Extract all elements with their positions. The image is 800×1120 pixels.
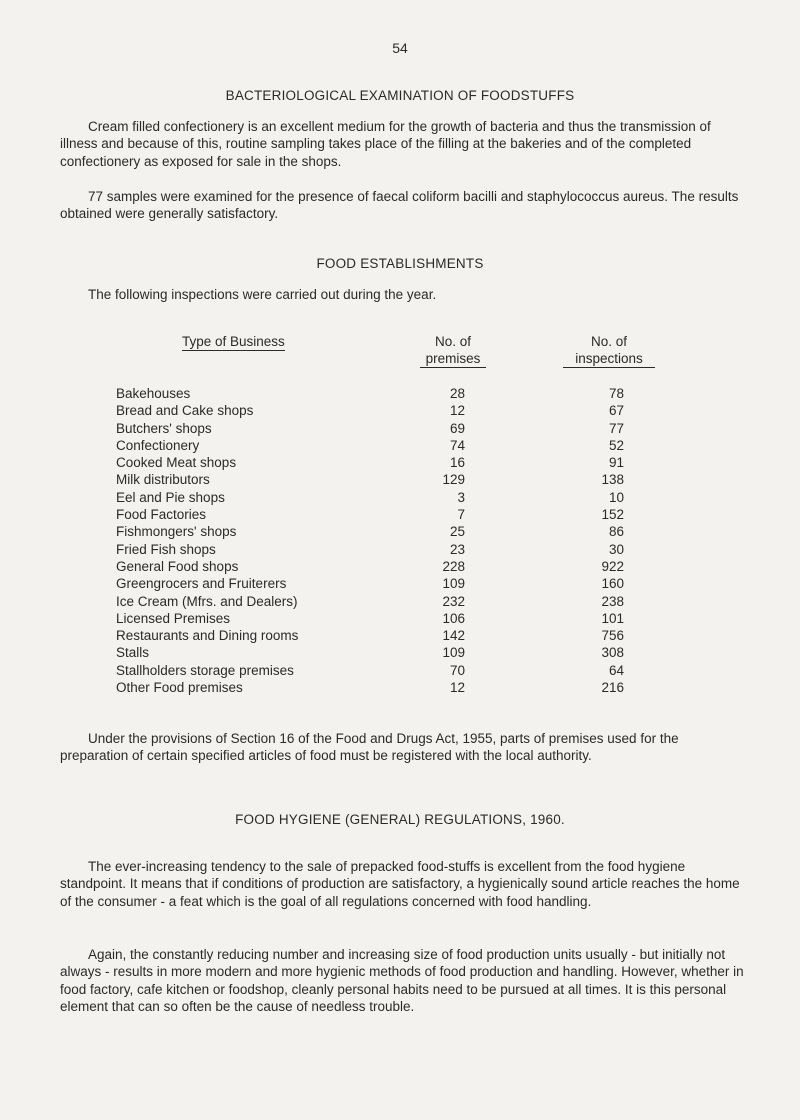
column-header-inspections-line1: No. of	[590, 334, 628, 349]
table-row	[0, 611, 800, 628]
page-number: 54	[392, 40, 408, 56]
table-row	[0, 559, 800, 576]
table-row	[0, 472, 800, 489]
cell-inspections: 64	[608, 662, 624, 678]
column-header-inspections-line2: inspections	[563, 350, 655, 368]
table-row	[0, 576, 800, 593]
cell-premises: 12	[449, 680, 465, 696]
food-hygiene-paragraph-2: Again, the constantly reducing number and increasing size of food production units usually - but initially not always - results in more modern and more hygienic methods of food production and handling. However, whether in food factory, cafe kitchen or foodshop, cleanly personal habits need to be pursued at all times. It is this personal element that can so often be the cause of needless trouble.	[60, 946, 744, 1014]
cell-premises: 28	[449, 386, 465, 401]
food-establishments-intro: The following inspections were carried out during the year.	[88, 286, 437, 302]
cell-inspections: 78	[608, 386, 624, 401]
cell-inspections: 160	[601, 576, 624, 592]
registration-footnote: Under the provisions of Section 16 of the Food and Drugs Act, 1955, parts of premises used for the preparation of certain specified articles of food must be registered with the local authority.	[60, 730, 679, 763]
column-header-type-label: Type of Business	[182, 334, 285, 349]
bacteriological-paragraph-1: Cream filled confectionery is an excellent medium for the growth of bacteria and thus the transmission of illness and because of this, routine sampling takes place of the filling at the bakeries and of the completed confectionery as exposed for sale in the shops.	[60, 118, 711, 169]
column-header-inspections	[563, 333, 655, 368]
cell-inspections: 922	[601, 558, 624, 574]
cell-premises: 106	[442, 610, 465, 626]
cell-premises: 69	[449, 420, 465, 436]
cell-premises: 16	[449, 455, 465, 471]
food-establishments-heading: FOOD ESTABLISHMENTS	[316, 256, 484, 271]
cell-inspections: 101	[601, 610, 624, 626]
table-row	[0, 455, 800, 472]
cell-premises: 7	[457, 507, 465, 523]
table-row	[0, 628, 800, 645]
column-header-premises-line2: premises	[420, 350, 486, 368]
cell-premises: 25	[449, 524, 465, 540]
cell-type: Stalls	[116, 645, 150, 661]
food-hygiene-paragraph-1: The ever-increasing tendency to the sale of prepacked food-stuffs is excellent from the food hygiene standpoint. It means that if conditions of production are satisfactory, a hygienically sound article reaches the home of the consumer - a feat which is the goal of all regulations concerned with food handling.	[60, 858, 740, 909]
cell-premises: 232	[442, 593, 465, 609]
cell-inspections: 52	[608, 437, 624, 453]
cell-type: Greengrocers and Fruiterers	[116, 576, 287, 592]
table-row	[0, 645, 800, 662]
cell-inspections: 10	[608, 489, 624, 505]
cell-type: Ice Cream (Mfrs. and Dealers)	[116, 593, 298, 609]
table-row	[0, 542, 800, 559]
cell-premises: 109	[442, 576, 465, 592]
cell-type: General Food shops	[116, 558, 239, 574]
cell-inspections: 30	[608, 541, 624, 557]
column-header-premises-line1: No. of	[434, 334, 472, 349]
cell-type: Confectionery	[116, 437, 200, 453]
table-row	[0, 524, 800, 541]
cell-type: Butchers' shops	[116, 420, 212, 436]
cell-type: Bakehouses	[116, 386, 191, 401]
table-row	[0, 421, 800, 438]
cell-type: Restaurants and Dining rooms	[116, 628, 299, 644]
cell-inspections: 216	[601, 680, 624, 696]
cell-type: Fishmongers' shops	[116, 524, 237, 540]
column-header-type	[182, 333, 285, 351]
bacteriological-heading: BACTERIOLOGICAL EXAMINATION OF FOODSTUFFS	[225, 88, 575, 103]
cell-type: Milk distributors	[116, 472, 210, 488]
cell-inspections: 756	[601, 628, 624, 644]
cell-premises: 23	[449, 541, 465, 557]
cell-type: Licensed Premises	[116, 610, 231, 626]
table-row	[0, 680, 800, 697]
cell-type: Food Factories	[116, 507, 207, 523]
table-row	[0, 490, 800, 507]
table-row	[0, 507, 800, 524]
column-header-premises	[420, 333, 486, 368]
cell-inspections: 152	[601, 507, 624, 523]
establishments-table	[0, 386, 800, 697]
cell-inspections: 308	[601, 645, 624, 661]
cell-type: Other Food premises	[116, 680, 243, 696]
cell-type: Fried Fish shops	[116, 541, 216, 557]
cell-premises: 129	[442, 472, 465, 488]
food-hygiene-heading: FOOD HYGIENE (GENERAL) REGULATIONS, 1960.	[235, 812, 565, 827]
cell-inspections: 138	[601, 472, 624, 488]
cell-premises: 70	[449, 662, 465, 678]
table-row	[0, 438, 800, 455]
table-row	[0, 386, 800, 403]
cell-premises: 109	[442, 645, 465, 661]
cell-premises: 142	[442, 628, 465, 644]
cell-inspections: 91	[608, 455, 624, 471]
bacteriological-paragraph-2: 77 samples were examined for the presence of faecal coliform bacilli and staphylococcus aureus. The results obtained were generally satisfactory.	[60, 188, 739, 221]
table-row	[0, 663, 800, 680]
cell-type: Cooked Meat shops	[116, 455, 237, 471]
cell-inspections: 77	[608, 420, 624, 436]
cell-inspections: 86	[608, 524, 624, 540]
cell-premises: 12	[449, 403, 465, 419]
cell-type: Eel and Pie shops	[116, 489, 225, 505]
cell-type: Bread and Cake shops	[116, 403, 254, 419]
cell-type: Stallholders storage premises	[116, 662, 294, 678]
table-row	[0, 403, 800, 420]
table-row	[0, 594, 800, 611]
cell-premises: 3	[457, 489, 465, 505]
cell-inspections: 238	[601, 593, 624, 609]
cell-premises: 74	[449, 437, 465, 453]
cell-inspections: 67	[608, 403, 624, 419]
cell-premises: 228	[442, 558, 465, 574]
